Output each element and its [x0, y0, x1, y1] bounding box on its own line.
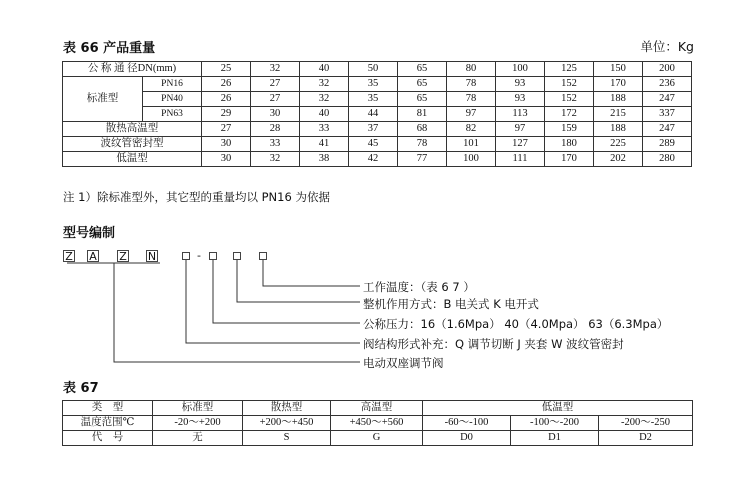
cell: 113 — [496, 107, 545, 122]
cell: 225 — [594, 137, 643, 152]
cell: D2 — [599, 431, 693, 446]
cell: 280 — [643, 152, 692, 167]
cell: 188 — [594, 92, 643, 107]
cell: 202 — [594, 152, 643, 167]
row-label: PN16 — [143, 77, 202, 92]
cell: 38 — [300, 152, 349, 167]
table66-title: 表 66 产品重量 — [63, 41, 156, 56]
cell: 32 — [300, 77, 349, 92]
cell: 33 — [300, 122, 349, 137]
cell: 35 — [349, 77, 398, 92]
dn-value: 100 — [496, 62, 545, 77]
cell: 188 — [594, 122, 643, 137]
dn-value: 65 — [398, 62, 447, 77]
valve-structure-label: 阀结构形式补充：Q 调节切断 J 夹套 W 波纹管密封 — [363, 337, 624, 351]
connector-line — [263, 260, 360, 286]
cell: 散热型 — [243, 401, 331, 416]
cell: -100～-200 — [511, 416, 599, 431]
cell: 78 — [447, 92, 496, 107]
cell: D1 — [511, 431, 599, 446]
action-mode-label: 整机作用方式：B 电关式 K 电开式 — [363, 297, 539, 311]
cell: 42 — [349, 152, 398, 167]
cell: 152 — [545, 92, 594, 107]
cell: 37 — [349, 122, 398, 137]
cell: 30 — [251, 107, 300, 122]
code-header: 代 号 — [63, 431, 153, 446]
cell: 35 — [349, 92, 398, 107]
cell: 41 — [300, 137, 349, 152]
cell: S — [243, 431, 331, 446]
dn-value: 32 — [251, 62, 300, 77]
cell: 97 — [496, 122, 545, 137]
cell: 78 — [447, 77, 496, 92]
model-letter-box: Z — [117, 250, 129, 262]
cell: 45 — [349, 137, 398, 152]
table-row — [63, 416, 693, 431]
cell: 27 — [251, 92, 300, 107]
cell: 180 — [545, 137, 594, 152]
cell: 65 — [398, 77, 447, 92]
cell: 33 — [251, 137, 300, 152]
cell: 172 — [545, 107, 594, 122]
cell: -20～+200 — [153, 416, 243, 431]
temperature-label: 工作温度：（表 6 7 ） — [363, 280, 475, 294]
table-row — [63, 431, 693, 446]
cell: 159 — [545, 122, 594, 137]
cell: 27 — [202, 122, 251, 137]
dn-value: 150 — [594, 62, 643, 77]
table66-unit: 单位：Kg — [640, 39, 694, 54]
weight-note: 注 1）除标准型外，其它型的重量均以 PN16 为依据 — [63, 190, 330, 204]
cell: 27 — [251, 77, 300, 92]
table-row — [63, 401, 693, 416]
cell: 30 — [202, 152, 251, 167]
cell: 111 — [496, 152, 545, 167]
cell: 100 — [447, 152, 496, 167]
dash-separator: - — [197, 249, 201, 262]
cell: 97 — [447, 107, 496, 122]
cell: 高温型 — [331, 401, 423, 416]
cell: 81 — [398, 107, 447, 122]
temp-range-header: 温度范围℃ — [63, 416, 153, 431]
model-letter-box: A — [87, 250, 99, 262]
valve-name-label: 电动双座调节阀 — [363, 356, 444, 370]
type-header: 类 型 — [63, 401, 153, 416]
cell: 68 — [398, 122, 447, 137]
cell: 236 — [643, 77, 692, 92]
row-label: PN63 — [143, 107, 202, 122]
dn-value: 25 — [202, 62, 251, 77]
row-label: 低温型 — [63, 152, 202, 167]
cell: 127 — [496, 137, 545, 152]
cell: -60～-100 — [423, 416, 511, 431]
cell: 29 — [202, 107, 251, 122]
cell: 77 — [398, 152, 447, 167]
cell: 28 — [251, 122, 300, 137]
cell: 32 — [251, 152, 300, 167]
cell: 65 — [398, 92, 447, 107]
cell: 44 — [349, 107, 398, 122]
nominal-pressure-label: 公称压力：16（1.6Mpa） 40（4.0Mpa） 63（6.3Mpa） — [363, 317, 669, 331]
cell: 82 — [447, 122, 496, 137]
dn-value: 125 — [545, 62, 594, 77]
cell: 40 — [300, 107, 349, 122]
cell: 170 — [594, 77, 643, 92]
dn-value: 40 — [300, 62, 349, 77]
cell: 337 — [643, 107, 692, 122]
row-label: 波纹管密封型 — [63, 137, 202, 152]
standard-type-label: 标准型 — [63, 77, 143, 122]
cell: G — [331, 431, 423, 446]
cell: 26 — [202, 92, 251, 107]
cell: 78 — [398, 137, 447, 152]
model-code-title: 型号编制 — [63, 226, 116, 241]
cell: 247 — [643, 122, 692, 137]
cell: -200～-250 — [599, 416, 693, 431]
dn-value: 200 — [643, 62, 692, 77]
dn-value: 80 — [447, 62, 496, 77]
dn-value: 50 — [349, 62, 398, 77]
cell: 低温型 — [423, 401, 693, 416]
cell: 93 — [496, 92, 545, 107]
cell: 93 — [496, 77, 545, 92]
model-letter-box: Z — [63, 250, 75, 262]
row-label: PN40 — [143, 92, 202, 107]
cell: +200～+450 — [243, 416, 331, 431]
connector-line — [237, 260, 360, 302]
cell: D0 — [423, 431, 511, 446]
dn-header: 公 称 通 径DN(mm) — [63, 62, 202, 77]
temperature-code-table — [62, 400, 693, 446]
cell: 标准型 — [153, 401, 243, 416]
table67-title: 表 67 — [63, 381, 99, 396]
cell: 30 — [202, 137, 251, 152]
cell: +450～+560 — [331, 416, 423, 431]
cell: 215 — [594, 107, 643, 122]
cell: 289 — [643, 137, 692, 152]
model-letter-box: N — [147, 250, 157, 263]
cell: 101 — [447, 137, 496, 152]
cell: 170 — [545, 152, 594, 167]
connector-line — [213, 260, 360, 323]
cell: 152 — [545, 77, 594, 92]
cell: 32 — [300, 92, 349, 107]
cell: 247 — [643, 92, 692, 107]
cell: 无 — [153, 431, 243, 446]
row-label: 散热高温型 — [63, 122, 202, 137]
cell: 26 — [202, 77, 251, 92]
